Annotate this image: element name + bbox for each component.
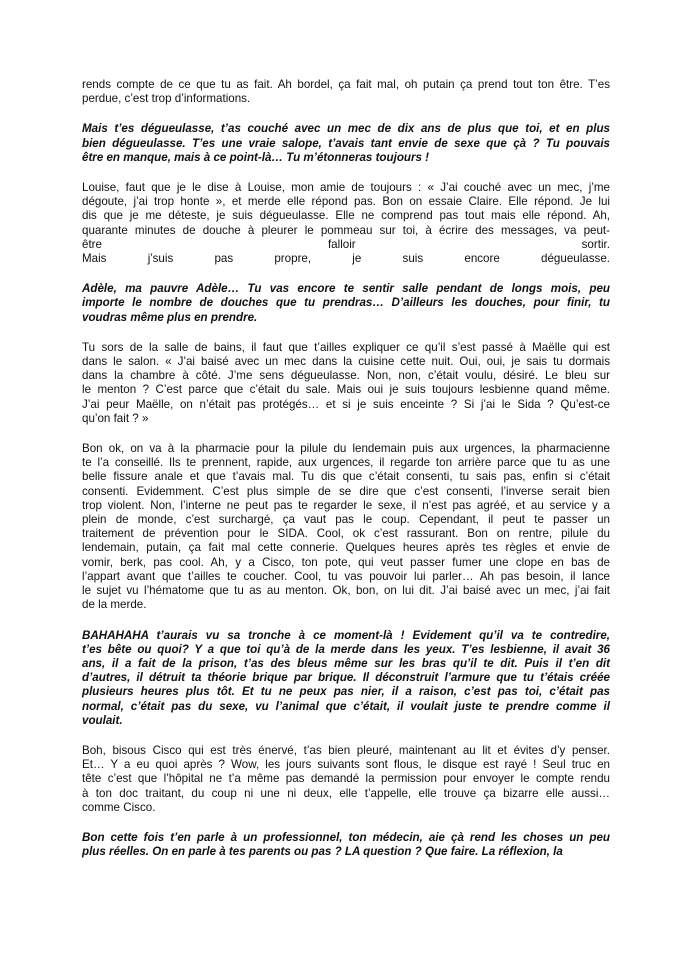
text-line: vomir, berk, pas cool. Ah, y a Cisco, ton pote, qui veut passer fumer une clope en bas de — [82, 555, 610, 569]
text-line: dis que je me déteste, je suis dégueulasse. Elle ne comprend pas tout mais elle répond. Ah, — [82, 209, 610, 223]
text-line: bien dégueulasse. T’es une vraie salope, t’avais tant envie de sexe que çà ? Tu pouvais — [82, 136, 610, 150]
text-line: quarante minutes de douche à pleurer le pommeau sur toi, à écrire des messages, va peut- — [82, 223, 610, 237]
text-line: normal, c’était pas du sexe, vu l’animal que c’était, il voulait juste te prendre comme il — [82, 699, 610, 713]
text-line: plus réelles. On en parle à tes parents ou pas ? LA question ? Que faire. La réflexion, la — [82, 845, 563, 859]
text-line: Adèle, ma pauvre Adèle… Tu vas encore te sentir salle pendant de longs mois, peu — [82, 282, 610, 296]
text-line: lendemain, putain, ça fait mal cette connerie. Quelques heures après tes règles et envie de — [82, 541, 610, 555]
text-line: rends compte de ce que tu as fait. Ah bordel, ça fait mal, oh putain ça prend tout ton être. T’es — [82, 78, 610, 91]
text-line: voudras même plus en prendre. — [82, 310, 258, 324]
text-line: qu’on fait ? » — [82, 411, 149, 425]
text-line: plein de monde, c’est surchargé, ça vaut pas le coup. Cependant, il peut te passer un — [82, 513, 610, 527]
text-line: à ton doc traitant, du coup ni une ni deux, elle t’appelle, elle trouve ça bizarre elle aussi… — [82, 786, 610, 800]
italic-commentary-paragraph — [82, 831, 610, 859]
body-paragraph — [82, 442, 610, 612]
text-line: Tu sors de la salle de bains, il faut que t’ailles expliquer ce qu’il s’est passé à Maëlle qui est — [82, 340, 610, 354]
text-line: Et… Y a eu quoi après ? Wow, les jours suivants sont flous, le disque est rayé ! Seul truc en — [82, 758, 610, 772]
text-line: comme Cisco. — [82, 800, 156, 814]
text-line: d’autres, il détruit ta théorie brique par brique. Il déconstruit l’armure que tu t’étais créée — [82, 671, 610, 685]
text-line: consenti. Evidemment. C’est plus simple de se dire que c’est consenti, l’inverse serait bien — [82, 484, 610, 498]
text-line: le menton ? C’est parce que c’était du sale. Mais oui je suis toujours lesbienne quand même. — [82, 383, 610, 397]
text-line: l’appart avant que t’ailles te coucher. Cool, tu vas pouvoir lui parler… Ah pas besoin, il lance — [82, 569, 610, 583]
text-line: dans le salon. « J’ai baisé avec un mec dans la cuisine cette nuit. Oui, oui, je sais tu dormais — [82, 355, 610, 369]
text-line: BAHAHAHA t’aurais vu sa tronche à ce moment-là ! Evidement qu’il va te contredire, — [82, 628, 610, 642]
text-line: Louise, faut que je le dise à Louise, mon amie de toujours : « J’ai couché avec un mec, j’me — [82, 181, 610, 195]
text-line: t’es bête ou quoi? Y a que toi qu’à de la merde dans les yeux. T’es lesbienne, il avait 36 — [82, 642, 610, 656]
text-line: importe le nombre de douches que tu prendras… D’ailleurs les douches, pour finir, tu — [82, 296, 610, 310]
text-line: de la merde. — [82, 598, 147, 612]
italic-commentary-paragraph — [82, 629, 610, 728]
body-paragraph — [82, 78, 610, 106]
text-line: voulait. — [82, 713, 123, 727]
text-line: Bon cette fois t’en parle à un professionnel, ton médecin, aie çà rend les choses un peu — [82, 830, 610, 844]
text-line: Mais t’es dégueulasse, t’as couché avec un mec de dix ans de plus que toi, et en plus — [82, 122, 610, 136]
body-paragraph — [82, 181, 610, 266]
text-line: dégoute, j’ai trop honte », et merde elle répond pas. Bon on essaie Claire. Elle répond. Je lui — [82, 195, 610, 209]
document-page — [82, 78, 610, 875]
text-line: traitement de prévention pour le SIDA. Cool, ok c’est rassurant. Bon on rentre, pilule du — [82, 527, 610, 541]
text-line: J’ai peur Maëlle, on n’était pas protégés… et si je suis enceinte ? Si j’ai le Sida ? Qu’est-ce — [82, 397, 610, 411]
text-line: plusieurs heures plus tôt. Et tu ne peux pas nier, il a raison, c’est pas toi, c’était pas — [82, 685, 610, 699]
body-paragraph — [82, 341, 610, 426]
body-paragraph — [82, 744, 610, 815]
text-line: ans, il a fait de la prison, t’as des bleus même sur les bras qu’il te dit. Puis il t’en dit — [82, 656, 610, 670]
text-line: belle fissure anale et que t’avais mal. Tu dis que c’était consenti, tu sais pas, enfin si c’était — [82, 470, 610, 484]
text-line: Boh, bisous Cisco qui est très énervé, t’as bien pleuré, maintenant au lit et évites d’y penser. — [82, 743, 610, 757]
text-line: tête c’est que l’hôpital ne t’a même pas demandé la permission pour envoyer le compte rendu — [82, 772, 610, 786]
italic-commentary-paragraph — [82, 282, 610, 325]
text-line: être en manque, mais à ce point-là… Tu m’étonneras toujours ! — [82, 150, 430, 164]
text-line: dans la chambre à côté. J’me sens dégueulasse. Non, non, c’était voulu, désiré. Le bleu sur — [82, 369, 610, 383]
text-line: Bon ok, on va à la pharmacie pour la pilule du lendemain puis aux urgences, la pharmacienne — [82, 442, 610, 456]
text-line: être falloir sortir. — [82, 237, 610, 251]
text-line: te l’a conseillé. Ils te prennent, rapide, aux urgences, il regarde ton arrière parce que tu as une — [82, 456, 610, 470]
text-line: Mais j’suis pas propre, je suis encore dégueulasse. — [82, 252, 610, 266]
text-line: perdue, c’est trop d’informations. — [82, 92, 251, 106]
italic-commentary-paragraph — [82, 122, 610, 165]
text-line: le sujet vu l’hématome que tu as au menton. Ok, bon, on lui dit. J’ai baisé avec un mec, j’ai fait — [82, 584, 610, 598]
text-line: trop violent. Non, l’interne ne peut pas te regarder le sexe, il n’est pas agréé, et au service y a — [82, 498, 610, 512]
